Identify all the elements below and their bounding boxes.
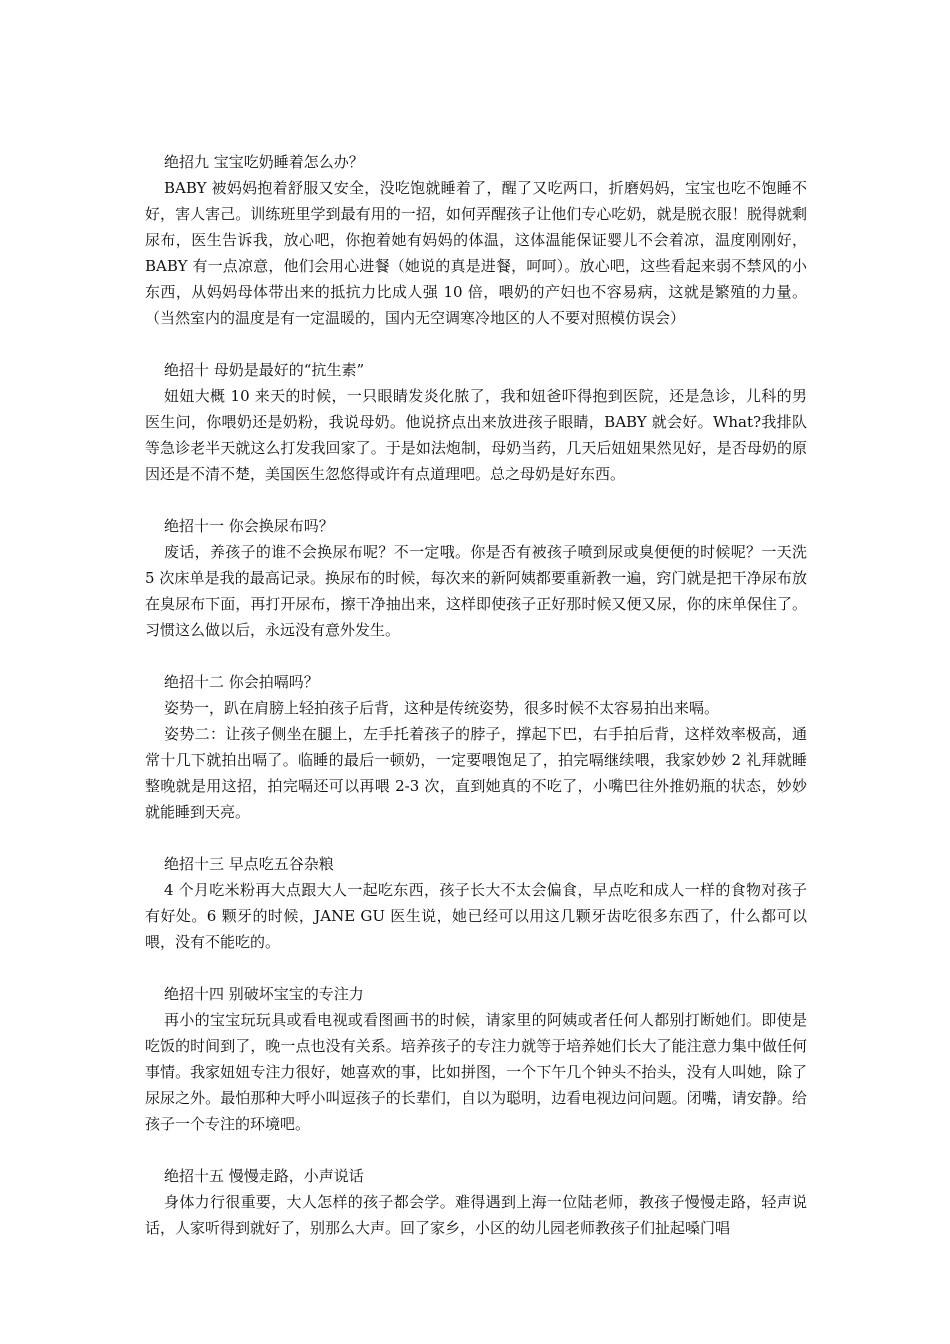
section-14 [145, 981, 807, 1137]
section-paragraph: 废话，养孩子的谁不会换尿布呢？不一定哦。你是否有被孩子喷到尿或臭便便的时候呢？一天洗 5 次床单是我的最高记录。换尿布的时候，每次来的新阿姨都要重新教一遍，窍门就是把干净尿布放在臭尿布下面，再打开尿布，擦干净抽出来，这样即使孩子正好那时候又便又尿，你的床单保住了。习惯这么做以后，永远没有意外发生。 [145, 543, 807, 639]
section-paragraph: 姿势一，趴在肩膀上轻拍孩子后背，这种是传统姿势，很多时候不太容易拍出来嗝。 [164, 699, 720, 717]
section-10 [145, 357, 807, 487]
section-heading: 绝招十五 慢慢走路，小声说话 [164, 1167, 364, 1185]
section-heading: 绝招十 母奶是最好的“抗生素” [164, 361, 365, 379]
section-heading: 绝招十三 早点吃五谷杂粮 [164, 855, 334, 873]
section-heading: 绝招十一 你会换尿布吗？ [164, 517, 334, 535]
article-body [145, 149, 807, 1241]
section-paragraph: 再小的宝宝玩玩具或看电视或看图画书的时候，请家里的阿姨或者任何人都别打断她们。即使是吃饭的时间到了，晚一点也没有关系。培养孩子的专注力就等于培养她们长大了能注意力集中做任何事情。我家妞妞专注力很好，她喜欢的事，比如拼图，一个下午几个钟头不抬头，没有人叫她，除了尿尿之外。最怕那种大呼小叫逗孩子的长辈们，自以为聪明，边看电视边问问题。闭嘴，请安静。给孩子一个专注的环境吧。 [145, 1011, 807, 1133]
section-paragraph: 身体力行很重要，大人怎样的孩子都会学。难得遇到上海一位陆老师，教孩子慢慢走路，轻声说话，人家听得到就好了，别那么大声。回了家乡，小区的幼儿园老师教孩子们扯起嗓门唱 [145, 1193, 807, 1237]
section-heading: 绝招九 宝宝吃奶睡着怎么办？ [164, 153, 364, 171]
section-paragraph: 妞妞大概 10 来天的时候，一只眼睛发炎化脓了，我和妞爸吓得抱到医院，还是急诊，儿科的男医生问，你喂奶还是奶粉，我说母奶。他说挤点出来放进孩子眼睛，BABY 就会好。What?我排队等急诊老半天就这么打发我回家了。于是如法炮制，母奶当药，几天后妞妞果然见好，是否母奶的原因还是不清不楚，美国医生忽悠得或许有点道理吧。总之母奶是好东西。 [145, 387, 807, 483]
section-paragraph: 姿势二：让孩子侧坐在腿上，左手托着孩子的脖子，撑起下巴，右手拍后背，这样效率极高，通常十几下就拍出嗝了。临睡的最后一顿奶，一定要喂饱足了，拍完嗝继续喂，我家妙妙 2 礼拜就睡整晚就是用这招，拍完嗝还可以再喂 2-3 次，直到她真的不吃了，小嘴巴往外推奶瓶的状态，妙妙就能睡到天亮。 [145, 725, 807, 821]
section-heading: 绝招十二 你会拍嗝吗？ [164, 673, 319, 691]
section-13 [145, 851, 807, 955]
section-9 [145, 149, 807, 331]
section-heading: 绝招十四 别破坏宝宝的专注力 [164, 985, 364, 1003]
section-12 [145, 669, 807, 825]
section-11 [145, 513, 807, 643]
section-15 [145, 1163, 807, 1241]
section-paragraph: 4 个月吃米粉再大点跟大人一起吃东西，孩子长大不太会偏食，早点吃和成人一样的食物对孩子有好处。6 颗牙的时候，JANE GU 医生说，她已经可以用这几颗牙齿吃很多东西了，什么都可以喂，没有不能吃的。 [145, 881, 807, 951]
section-paragraph: BABY 被妈妈抱着舒服又安全，没吃饱就睡着了，醒了又吃两口，折磨妈妈，宝宝也吃不饱睡不好，害人害己。训练班里学到最有用的一招，如何弄醒孩子让他们专心吃奶，就是脱衣服！脱得就剩尿布，医生告诉我，放心吧，你抱着她有妈妈的体温，这体温能保证婴儿不会着凉，温度刚刚好，BABY 有一点凉意，他们会用心进餐（她说的真是进餐，呵呵）。放心吧，这些看起来弱不禁风的小东西，从妈妈母体带出来的抵抗力比成人强 10 倍，喂奶的产妇也不容易病，这就是繁殖的力量。（当然室内的温度是有一定温暖的，国内无空调寒冷地区的人不要对照模仿误会） [145, 179, 807, 327]
